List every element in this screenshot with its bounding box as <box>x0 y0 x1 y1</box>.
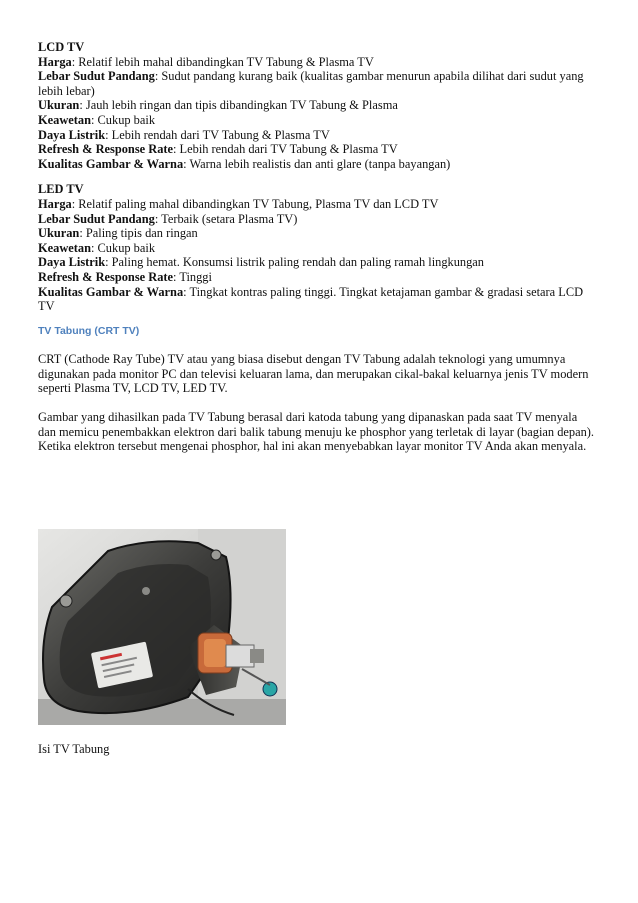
lcd-spec-list <box>38 55 596 172</box>
figure-caption: Isi TV Tabung <box>38 742 110 756</box>
led-spec-refresh: Refresh & Response Rate: Tinggi <box>38 269 212 284</box>
led-spec-price: Harga: Relatif paling mahal dibandingkan TV Tabung, Plasma TV dan LCD TV <box>38 196 439 211</box>
lcd-spec-durability: Keawetan: Cukup baik <box>38 112 156 127</box>
led-spec-power: Daya Listrik: Paling hemat. Konsumsi listrik paling rendah dan paling ramah lingkungan <box>38 255 485 270</box>
crt-paragraph-intro: CRT (Cathode Ray Tube) TV atau yang biasa disebut dengan TV Tabung adalah teknologi yang umumnya digunakan pada monitor PC dan televisi keluaran lama, dan merupakan cikal-bakal keluarnya jenis TV modern seperti Plasma TV, LCD TV, LED TV. <box>38 352 589 396</box>
lcd-spec-price: Harga: Relatif lebih mahal dibandingkan TV Tabung & Plasma TV <box>38 54 374 69</box>
lcd-spec-power: Daya Listrik: Lebih rendah dari TV Tabung & Plasma TV <box>38 127 330 142</box>
crt-paragraph-how-it-works: Gambar yang dihasilkan pada TV Tabung berasal dari katoda tabung yang dipanaskan pada saat TV menyala dan memicu penembakkan elektron dari balik tabung menuju ke phosphor yang terletak di layar (bagian depan). Ketika elektron tersebut mengenai phosphor, hal ini akan menyebabkan layar monitor TV Anda akan menyala. <box>38 410 595 454</box>
document-body <box>38 40 596 468</box>
lcd-spec-viewing-angle: Lebar Sudut Pandang: Sudut pandang kurang baik (kualitas gambar menurun apabila dilihat dari sudut yang lebih lebar) <box>38 69 584 98</box>
crt-tube-illustration <box>38 529 286 725</box>
lcd-section <box>38 40 596 171</box>
led-spec-list <box>38 197 596 314</box>
led-spec-durability: Keawetan: Cukup baik <box>38 240 156 255</box>
lcd-title: LCD TV <box>38 40 85 54</box>
lcd-spec-refresh: Refresh & Response Rate: Lebih rendah dari TV Tabung & Plasma TV <box>38 142 398 157</box>
crt-tube-photo <box>38 529 286 725</box>
lcd-spec-size: Ukuran: Jauh lebih ringan dan tipis dibandingkan TV Tabung & Plasma <box>38 98 398 113</box>
led-title: LED TV <box>38 182 84 197</box>
lcd-spec-image-quality: Kualitas Gambar & Warna: Warna lebih realistis dan anti glare (tanpa bayangan) <box>38 156 451 171</box>
led-spec-viewing-angle: Lebar Sudut Pandang: Terbaik (setara Plasma TV) <box>38 211 298 226</box>
crt-heading: TV Tabung (CRT TV) <box>38 324 140 337</box>
led-spec-image-quality: Kualitas Gambar & Warna: Tingkat kontras paling tinggi. Tingkat ketajaman gambar & gradasi setara LCD TV <box>38 284 584 314</box>
led-section <box>38 182 596 313</box>
led-spec-size: Ukuran: Paling tipis dan ringan <box>38 226 198 241</box>
